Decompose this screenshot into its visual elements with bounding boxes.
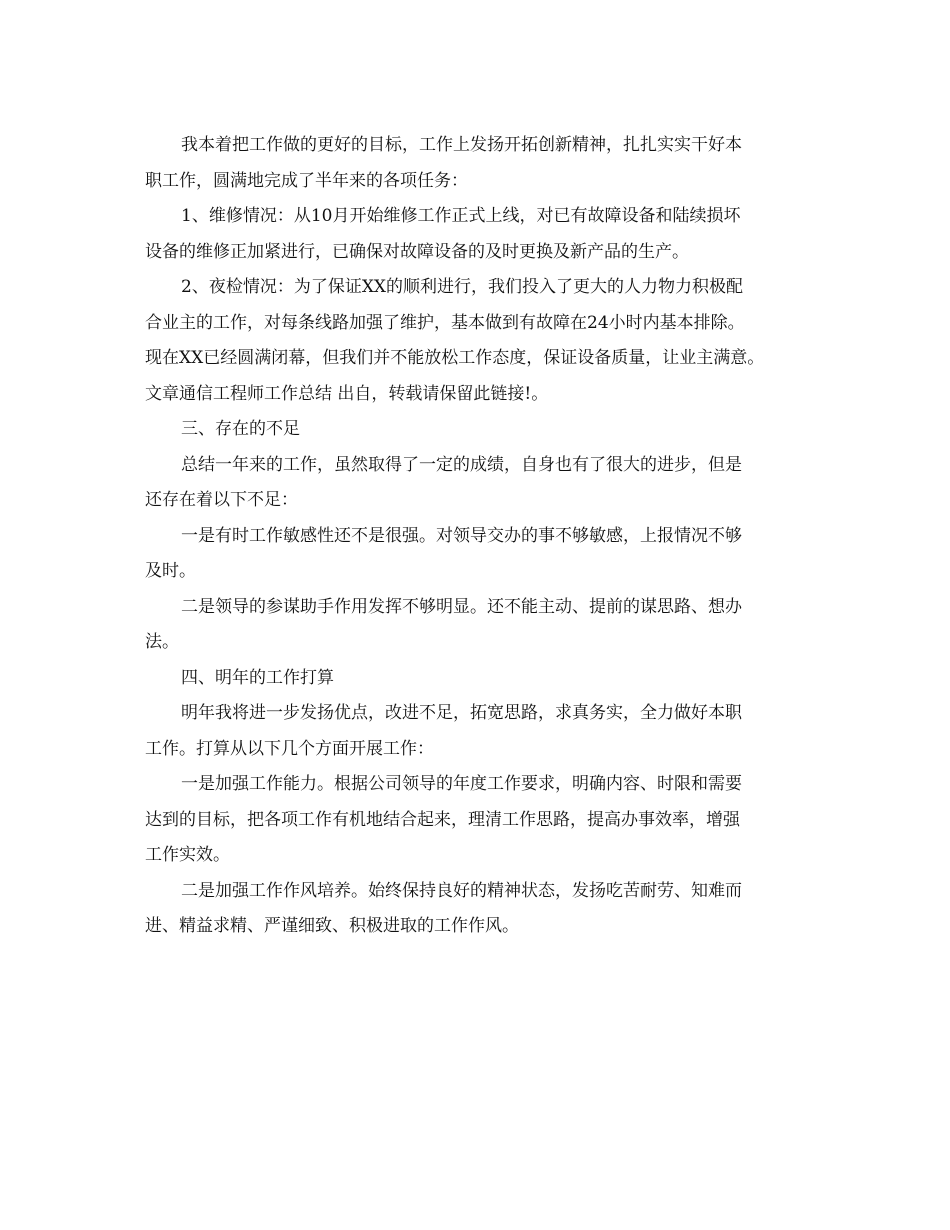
text-line: 总结一年来的工作，虽然取得了一定的成绩，自身也有了很大的进步，但是 (181, 454, 742, 475)
text-line: 还存在着以下不足： (145, 490, 298, 510)
text-line: 法。 (145, 632, 179, 652)
text-line: 文章通信工程师工作总结 出自，转载请保留此链接!。 (145, 383, 549, 404)
text-line: 二是加强工作作风培养。始终保持良好的精神状态，发扬吃苦耐劳、知难而 (181, 880, 742, 901)
text-line: 达到的目标，把各项工作有机地结合起来，理清工作思路，提高办事效率，增强 (145, 809, 740, 830)
text-line: 工作实效。 (145, 845, 230, 865)
text-line: 一是有时工作敏感性还不是很强。对领导交办的事不够敏感，上报情况不够 (181, 525, 742, 546)
text-line: 合业主的工作，对每条线路加强了维护，基本做到有故障在24小时内基本排除。 (145, 312, 745, 333)
text-line: 二是领导的参谋助手作用发挥不够明显。还不能主动、提前的谋思路、想办 (181, 596, 742, 617)
text-line: 2、夜检情况：为了保证XX的顺利进行，我们投入了更大的人力物力积极配 (181, 277, 744, 297)
text-line: 1、维修情况：从10月开始维修工作正式上线，对已有故障设备和陆续损坏 (181, 206, 741, 226)
document-body (145, 128, 810, 945)
text-line: 我本着把工作做的更好的目标，工作上发扬开拓创新精神，扎扎实实干好本 (181, 135, 742, 155)
text-line: 设备的维修正加紧进行，已确保对故障设备的及时更换及新产品的生产。 (145, 241, 689, 262)
section-heading: 四、明年的工作打算 (181, 667, 334, 688)
text-line: 一是加强工作能力。根据公司领导的年度工作要求，明确内容、时限和需要 (181, 774, 742, 794)
text-line: 现在XX已经圆满闭幕，但我们并不能放松工作态度，保证设备质量，让业主满意。 (145, 348, 765, 368)
text-line: 工作。打算从以下几个方面开展工作： (145, 738, 434, 759)
text-line: 及时。 (145, 561, 196, 581)
text-line: 职工作，圆满地完成了半年来的各项任务： (145, 170, 468, 191)
text-line: 明年我将进一步发扬优点，改进不足，拓宽思路，求真务实，全力做好本职 (181, 703, 742, 723)
section-heading: 三、存在的不足 (181, 419, 300, 439)
text-line: 进、精益求精、严谨细致、积极进取的工作作风。 (145, 916, 519, 936)
